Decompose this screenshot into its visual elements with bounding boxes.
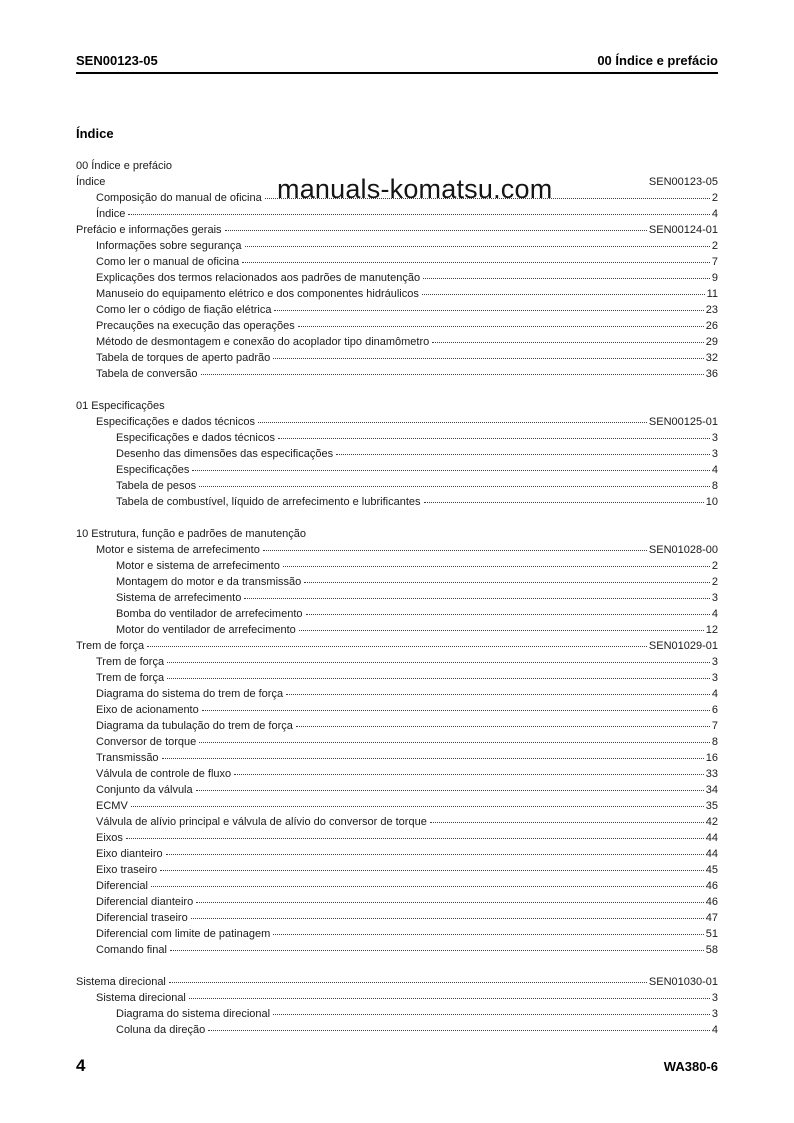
toc-entry-label: Eixo traseiro — [96, 864, 158, 876]
toc-entry-page: 10 — [705, 496, 718, 508]
toc-entry-label: Trem de força — [76, 640, 145, 652]
toc-row — [76, 926, 718, 942]
toc-entry-label: Diferencial com limite de patinagem — [96, 928, 271, 940]
toc-row — [76, 830, 718, 846]
toc-row — [76, 350, 718, 366]
toc-entry-page: 35 — [705, 800, 718, 812]
toc-entry-label: Motor e sistema de arrefecimento — [116, 560, 280, 572]
toc-entry-page: 2 — [711, 240, 718, 252]
toc-entry-label: 00 Índice e prefácio — [76, 160, 173, 172]
toc-entry-page: 26 — [705, 320, 718, 332]
toc-entry-page: SEN00125-01 — [648, 416, 718, 428]
watermark-text: manuals-komatsu.com — [277, 174, 553, 204]
toc-row — [76, 734, 718, 750]
toc-row — [76, 558, 718, 574]
toc-entry-page: SEN00123-05 — [648, 176, 718, 188]
toc-row — [76, 158, 718, 174]
toc-entry-page: 51 — [705, 928, 718, 940]
toc-entry-page: 12 — [705, 624, 718, 636]
toc-row — [76, 366, 718, 382]
toc-entry-label: 01 Especificações — [76, 400, 165, 412]
toc-entry-page: 3 — [711, 672, 718, 684]
toc-row — [76, 750, 718, 766]
toc-row — [76, 782, 718, 798]
toc-row — [76, 894, 718, 910]
toc-entry-label: Índice — [96, 208, 126, 220]
toc-entry-page: SEN00124-01 — [648, 224, 718, 236]
toc-entry-label: Coluna da direção — [116, 1024, 206, 1036]
toc-entry-label: 10 Estrutura, função e padrões de manutenção — [76, 528, 306, 540]
header-doc-code: SEN00123-05 — [76, 53, 158, 68]
toc-row — [76, 414, 718, 430]
toc-entry-page: 2 — [711, 192, 718, 204]
toc-entry-label: Diagrama da tubulação do trem de força — [96, 720, 293, 732]
toc-entry-label: Especificações — [116, 464, 190, 476]
toc-entry-label: Diagrama do sistema do trem de força — [96, 688, 284, 700]
page-header — [76, 53, 718, 74]
toc-entry-page: 47 — [705, 912, 718, 924]
toc-row — [76, 622, 718, 638]
toc-entry-page: 9 — [711, 272, 718, 284]
toc-row — [76, 718, 718, 734]
toc-entry-page: 33 — [705, 768, 718, 780]
toc-entry-label: Conjunto da válvula — [96, 784, 193, 796]
toc-row — [76, 878, 718, 894]
toc-entry-label: Eixo de acionamento — [96, 704, 199, 716]
toc-entry-label: Sistema direcional — [76, 976, 166, 988]
toc-entry-label: Tabela de combustível, líquido de arrefecimento e lubrificantes — [116, 496, 421, 508]
toc-entry-page: 3 — [711, 656, 718, 668]
toc-entry-label: Método de desmontagem e conexão do acoplador tipo dinamômetro — [96, 336, 430, 348]
toc-row — [76, 334, 718, 350]
toc-entry-page: 2 — [711, 576, 718, 588]
toc-entry-label: Válvula de alívio principal e válvula de alívio do conversor de torque — [96, 816, 427, 828]
toc-row — [76, 942, 718, 958]
footer-page-number: 4 — [76, 1056, 86, 1075]
toc-entry-label: Diferencial traseiro — [96, 912, 188, 924]
toc-row — [76, 798, 718, 814]
toc-row — [76, 286, 718, 302]
toc-entry-page: 23 — [705, 304, 718, 316]
toc-entry-label: Tabela de torques de aperto padrão — [96, 352, 271, 364]
toc-entry-page: 7 — [711, 256, 718, 268]
toc-entry-page: 4 — [711, 688, 718, 700]
toc-row — [76, 542, 718, 558]
toc-entry-label: Motor do ventilador de arrefecimento — [116, 624, 296, 636]
toc-entry-label: Diagrama do sistema direcional — [116, 1008, 271, 1020]
toc-row — [76, 574, 718, 590]
toc-entry-label: Bomba do ventilador de arrefecimento — [116, 608, 303, 620]
toc-entry-page: 44 — [705, 848, 718, 860]
toc-entry-page: 3 — [711, 992, 718, 1004]
toc-row — [76, 638, 718, 654]
toc-row — [76, 494, 718, 510]
toc-entry-page: 42 — [705, 816, 718, 828]
toc-entry-page: 44 — [705, 832, 718, 844]
toc-entry-page: 4 — [711, 1024, 718, 1036]
toc-row — [76, 302, 718, 318]
toc-entry-page: 8 — [711, 736, 718, 748]
toc-row — [76, 1006, 718, 1022]
toc-row — [76, 238, 718, 254]
toc-entry-label: Sistema de arrefecimento — [116, 592, 242, 604]
toc-entry-page: SEN01028-00 — [648, 544, 718, 556]
toc-entry-page: 3 — [711, 448, 718, 460]
toc-entry-label: Eixos — [96, 832, 123, 844]
toc-row — [76, 206, 718, 222]
toc-row — [76, 846, 718, 862]
toc-entry-label: Precauções na execução das operações — [96, 320, 295, 332]
toc-row — [76, 670, 718, 686]
toc-entry-label: Trem de força — [96, 656, 165, 668]
toc-entry-page: 29 — [705, 336, 718, 348]
footer-model-code: WA380-6 — [663, 1059, 718, 1074]
toc-entry-label: Como ler o código de fiação elétrica — [96, 304, 272, 316]
toc-row — [76, 862, 718, 878]
toc-entry-label: Especificações e dados técnicos — [116, 432, 275, 444]
toc-row — [76, 1022, 718, 1038]
toc-row — [76, 478, 718, 494]
toc-entry-label: Composição do manual de oficina — [96, 192, 262, 204]
toc-entry-label: Como ler o manual de oficina — [96, 256, 240, 268]
toc-entry-page: 16 — [705, 752, 718, 764]
toc-row — [76, 462, 718, 478]
toc-row — [76, 606, 718, 622]
toc-entry-page: 46 — [705, 880, 718, 892]
toc-entry-label: Manuseio do equipamento elétrico e dos componentes hidráulicos — [96, 288, 419, 300]
toc-entry-page: 8 — [711, 480, 718, 492]
toc-row — [76, 446, 718, 462]
toc-row — [76, 910, 718, 926]
toc-entry-label: Conversor de torque — [96, 736, 197, 748]
toc-entry-label: Trem de força — [96, 672, 165, 684]
toc-row — [76, 398, 718, 414]
toc-entry-label: Diferencial dianteiro — [96, 896, 194, 908]
toc-entry-label: Desenho das dimensões das especificações — [116, 448, 334, 460]
toc-entry-label: Diferencial — [96, 880, 148, 892]
toc-entry-label: Motor e sistema de arrefecimento — [96, 544, 260, 556]
toc-entry-page: 36 — [705, 368, 718, 380]
toc-row — [76, 254, 718, 270]
toc-entry-page: 4 — [711, 608, 718, 620]
toc-section — [76, 974, 718, 1038]
toc-entry-label: Válvula de controle de fluxo — [96, 768, 232, 780]
toc-entry-label: Transmissão — [96, 752, 159, 764]
toc-entry-page: 4 — [711, 208, 718, 220]
toc-section — [76, 398, 718, 510]
toc-entry-page: 6 — [711, 704, 718, 716]
toc-row — [76, 270, 718, 286]
toc-row — [76, 814, 718, 830]
toc-entry-label: Sistema direcional — [96, 992, 186, 1004]
toc-entry-label: Prefácio e informações gerais — [76, 224, 222, 236]
toc-row — [76, 318, 718, 334]
toc-entry-label: Tabela de conversão — [96, 368, 198, 380]
toc-entry-page: 3 — [711, 432, 718, 444]
toc-row — [76, 686, 718, 702]
toc-entry-label: Eixo dianteiro — [96, 848, 163, 860]
toc-row — [76, 766, 718, 782]
toc-entry-page: 7 — [711, 720, 718, 732]
toc-entry-label: Comando final — [96, 944, 167, 956]
toc-row — [76, 526, 718, 542]
toc-row — [76, 590, 718, 606]
toc-entry-page: 32 — [705, 352, 718, 364]
toc-entry-page: 3 — [711, 1008, 718, 1020]
toc-row — [76, 990, 718, 1006]
toc-entry-page: 46 — [705, 896, 718, 908]
toc-row — [76, 702, 718, 718]
toc-entry-label: ECMV — [96, 800, 128, 812]
toc-entry-label: Tabela de pesos — [116, 480, 197, 492]
toc-entry-page: 34 — [705, 784, 718, 796]
toc-row — [76, 222, 718, 238]
toc-entry-label: Especificações e dados técnicos — [96, 416, 255, 428]
page-footer — [76, 1056, 718, 1076]
toc-entry-label: Índice — [76, 176, 106, 188]
toc-row — [76, 654, 718, 670]
toc-entry-page: SEN01030-01 — [648, 976, 718, 988]
toc-row — [76, 974, 718, 990]
toc-entry-page: 3 — [711, 592, 718, 604]
toc-section — [76, 526, 718, 958]
toc-entry-page: 2 — [711, 560, 718, 572]
toc-entry-page: 4 — [711, 464, 718, 476]
toc-entry-label: Montagem do motor e da transmissão — [116, 576, 302, 588]
toc-entry-label: Informações sobre segurança — [96, 240, 242, 252]
toc-entry-label: Explicações dos termos relacionados aos padrões de manutenção — [96, 272, 421, 284]
table-of-contents — [76, 158, 718, 1054]
toc-entry-page: 11 — [706, 288, 718, 300]
toc-entry-page: 58 — [705, 944, 718, 956]
page-title: Índice — [76, 126, 114, 141]
toc-row — [76, 430, 718, 446]
header-section-title: 00 Índice e prefácio — [597, 53, 718, 68]
toc-entry-page: SEN01029-01 — [648, 640, 718, 652]
toc-entry-page: 45 — [705, 864, 718, 876]
